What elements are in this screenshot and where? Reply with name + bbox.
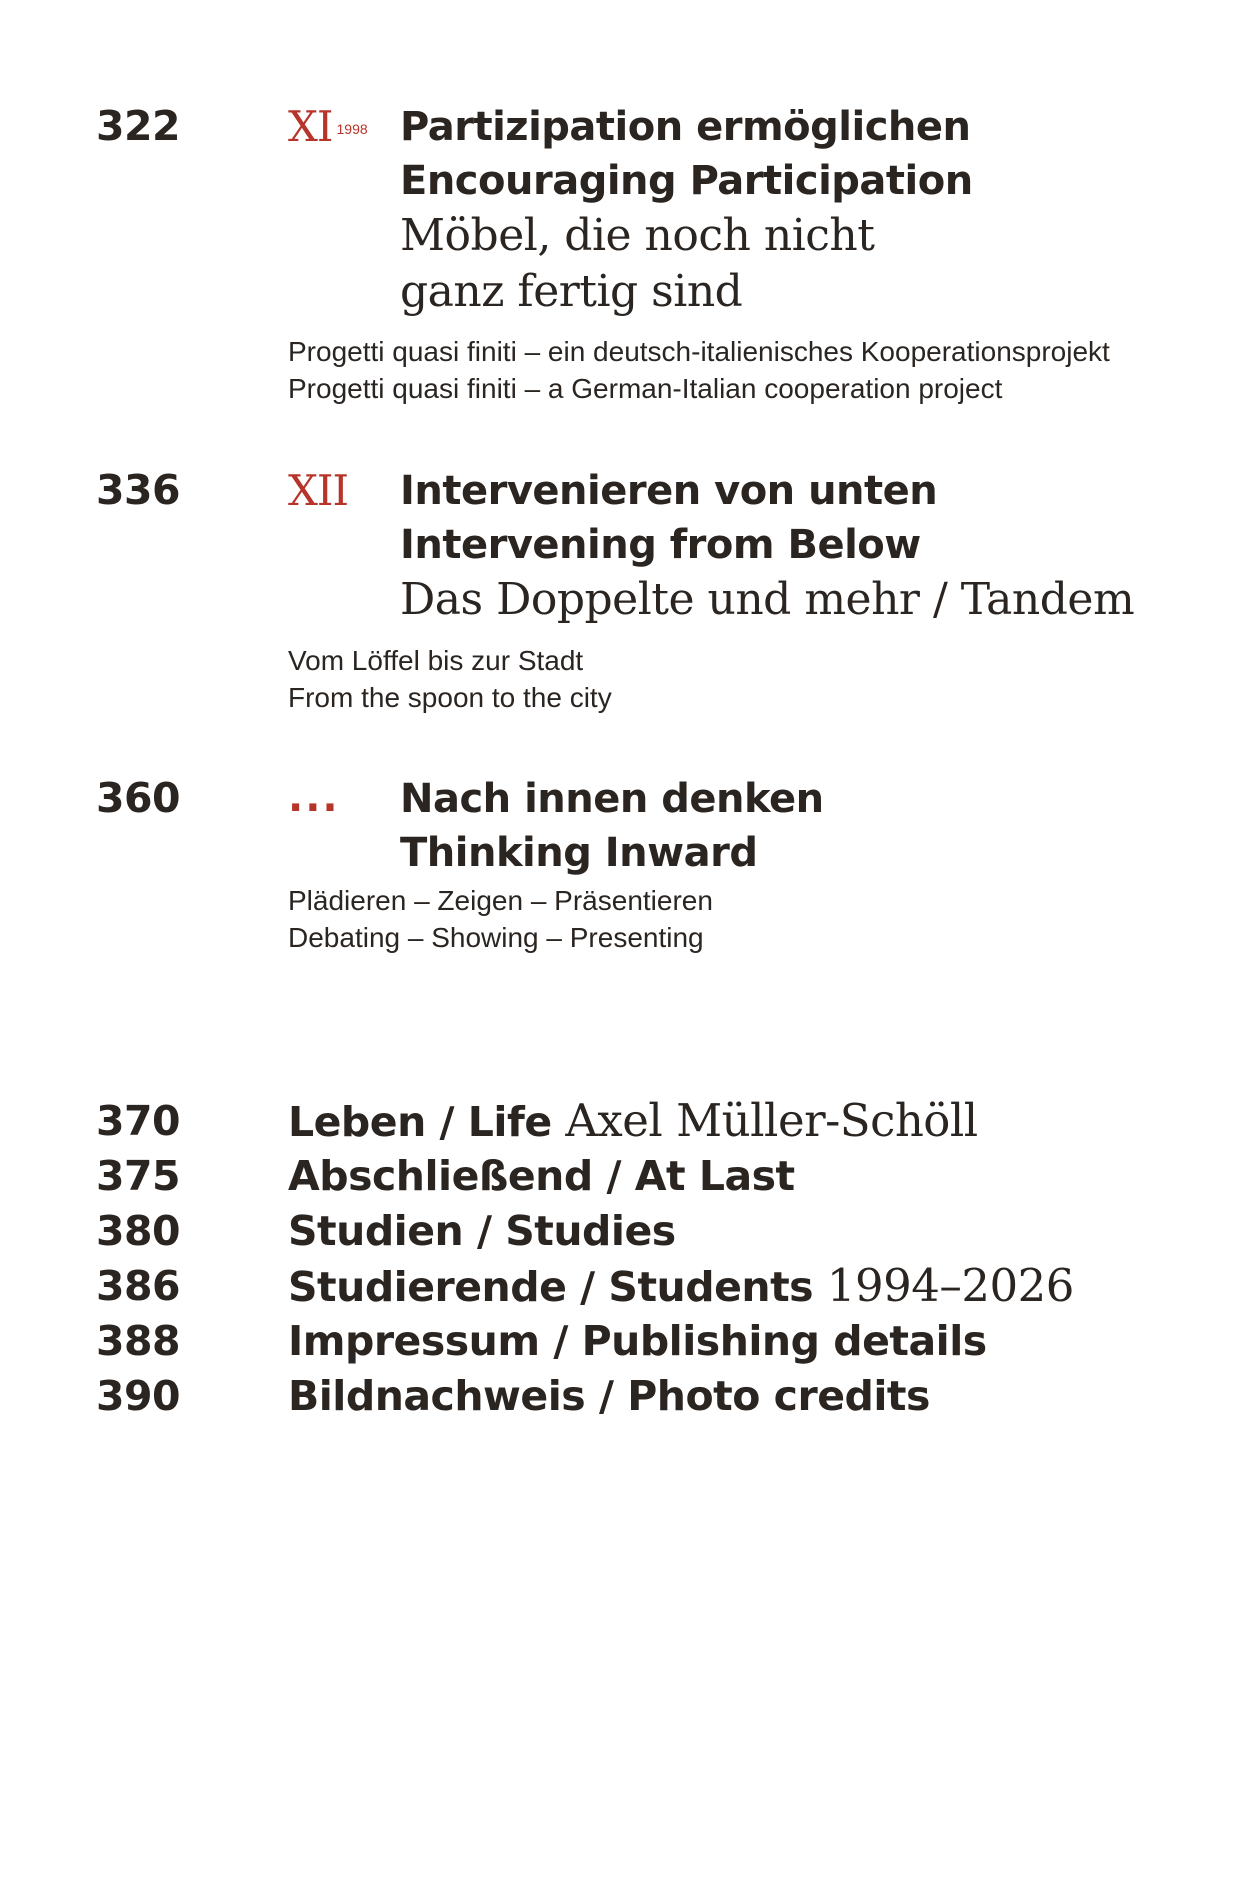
entry-label: Abschließend / At Last [288, 1152, 795, 1200]
page-number: 370 [96, 1097, 181, 1145]
title-german: Partizipation ermöglichen [400, 104, 971, 150]
title-german: Nach innen denken [400, 776, 824, 822]
back-matter-list [0, 1095, 1260, 1425]
page-number: 336 [96, 466, 181, 514]
entry-extra: Axel Müller-Schöll [565, 1094, 978, 1147]
chapter-numeral: ... [288, 775, 340, 821]
entry-label: Studien / Studies [288, 1207, 676, 1255]
title-english: Thinking Inward [400, 830, 758, 876]
subtitle-german: Vom Löffel bis zur Stadt [288, 645, 584, 676]
back-matter-entry[interactable] [0, 1095, 1260, 1150]
back-matter-entry[interactable] [0, 1370, 1260, 1425]
chapter-titles [400, 772, 824, 880]
subtitle-german: Plädieren – Zeigen – Präsentieren [288, 885, 713, 916]
title-german: Intervenieren von unten [400, 468, 938, 514]
back-matter-entry[interactable] [0, 1150, 1260, 1205]
chapter-subtitles [288, 642, 612, 716]
entry-label: Impressum / Publishing details [288, 1317, 987, 1365]
chapter-year: 1998 [336, 121, 368, 137]
entry-label: Studierende / Students 1994–2026 [288, 1259, 1074, 1312]
chapter-titles [400, 100, 973, 320]
serif-subtitle-line: ganz fertig sind [400, 266, 743, 317]
entry-label: Leben / Life Axel Müller-Schöll [288, 1094, 978, 1147]
page-number: 322 [96, 102, 181, 150]
back-matter-entry[interactable] [0, 1315, 1260, 1370]
subtitle-english: From the spoon to the city [288, 682, 612, 713]
chapter-subtitles [288, 333, 1110, 407]
chapter-titles [400, 464, 1134, 628]
page-number: 390 [96, 1372, 181, 1420]
back-matter-entry[interactable] [0, 1205, 1260, 1260]
entry-extra: 1994–2026 [826, 1259, 1074, 1312]
title-english: Intervening from Below [400, 522, 921, 568]
page-number: 386 [96, 1262, 181, 1310]
chapter-numeral: XI $^{1998}$ [288, 102, 368, 151]
subtitle-english: Debating – Showing – Presenting [288, 922, 704, 953]
subtitle-english: Progetti quasi finiti – a German-Italian cooperation project [288, 373, 1003, 404]
subtitle-german: Progetti quasi finiti – ein deutsch-italienisches Kooperationsprojekt [288, 336, 1110, 367]
page-number: 375 [96, 1152, 181, 1200]
back-matter-entry[interactable] [0, 1260, 1260, 1315]
serif-subtitle-line: Das Doppelte und mehr / Tandem [400, 574, 1135, 625]
page-number: 360 [96, 774, 181, 822]
page-number: 388 [96, 1317, 181, 1365]
entry-label: Bildnachweis / Photo credits [288, 1372, 930, 1420]
chapter-numeral: XII [288, 466, 349, 515]
page-number: 380 [96, 1207, 181, 1255]
title-english: Encouraging Participation [400, 158, 973, 204]
chapter-subtitles [288, 882, 713, 956]
serif-subtitle-line: Möbel, die noch nicht [400, 210, 875, 261]
